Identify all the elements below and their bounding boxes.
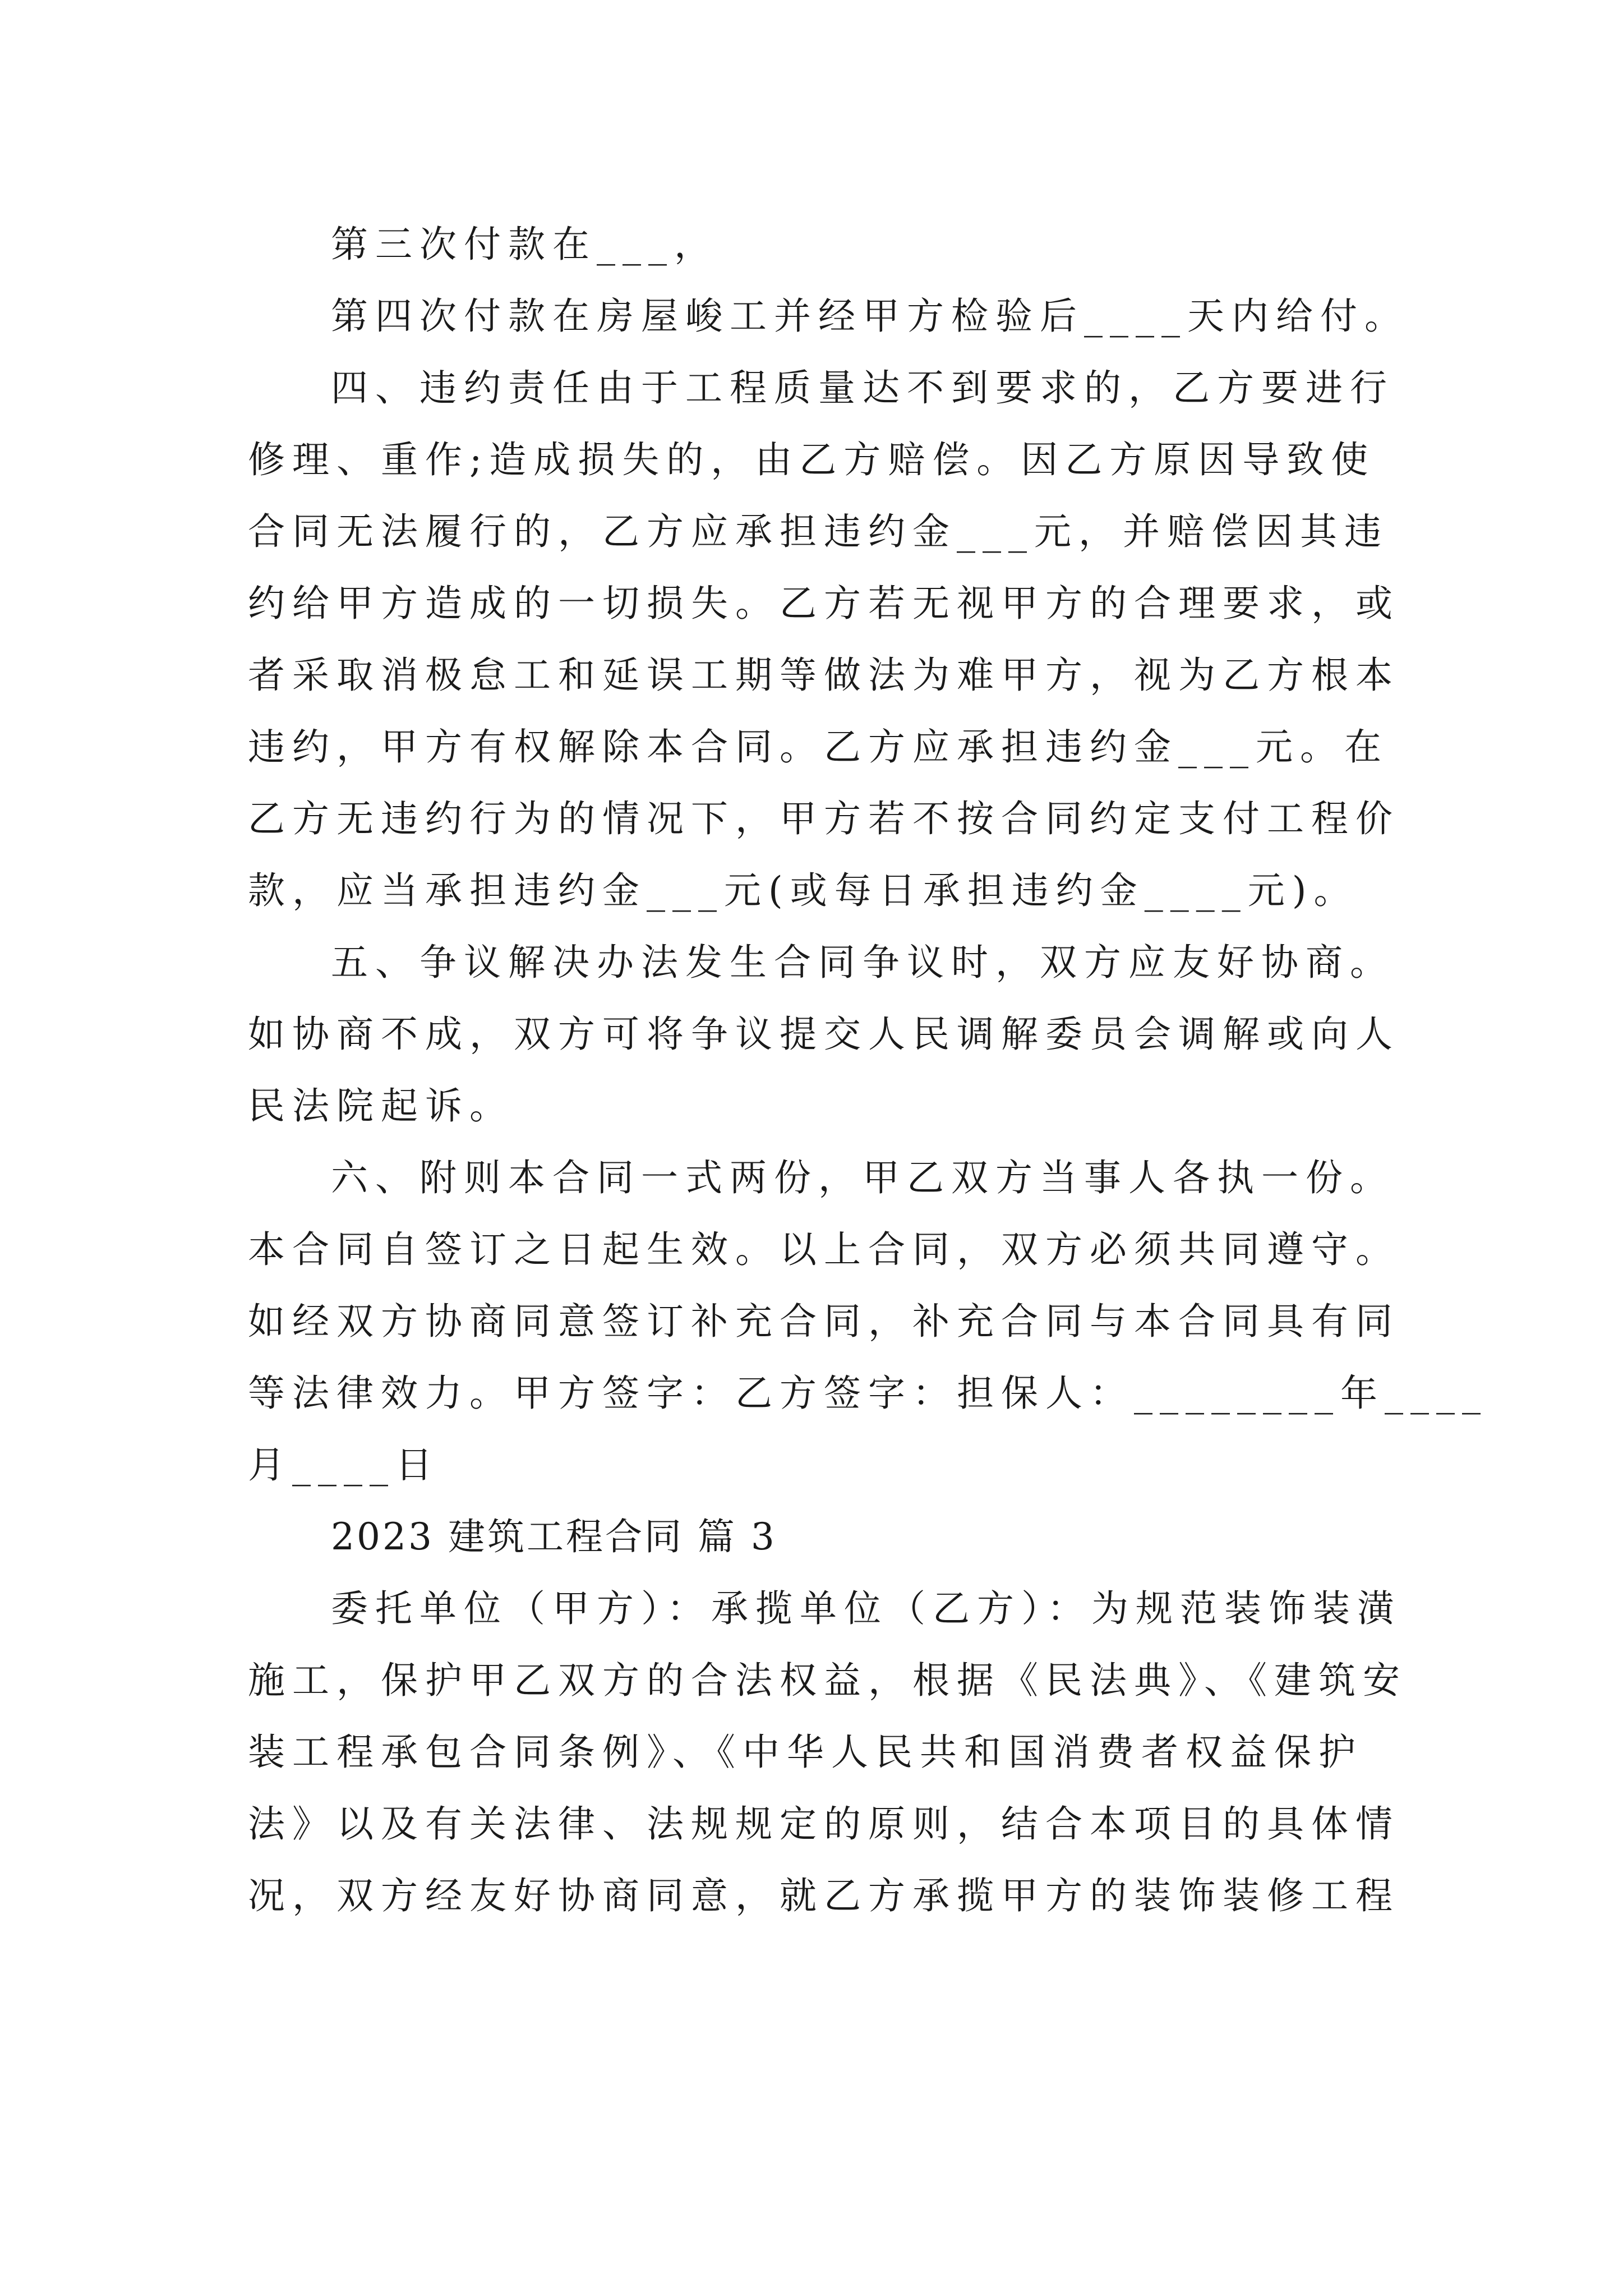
text-line: 况，双方经友好协商同意，就乙方承揽甲方的装饰装修工程 <box>248 1874 1400 1917</box>
text-line: 第四次付款在房屋峻工并经甲方检验后____天内给付。 <box>331 295 1409 338</box>
text-line: 五、争议解决办法发生合同争议时，双方应友好协商。 <box>331 941 1394 984</box>
text-line: 法》以及有关法律、法规规定的原则，结合本项目的具体情 <box>248 1802 1400 1846</box>
text-line: 如协商不成，双方可将争议提交人民调解委员会调解或向人 <box>248 1013 1400 1056</box>
text-line: 乙方无违约行为的情况下，甲方若不按合同约定支付工程价 <box>248 797 1400 840</box>
text-line: 民法院起诉。 <box>248 1084 514 1128</box>
text-line: 四、违约责任由于工程质量达不到要求的，乙方要进行 <box>331 366 1394 409</box>
text-line: 修理、重作;造成损失的，由乙方赔偿。因乙方原因导致使 <box>248 438 1376 481</box>
text-line: 如经双方协商同意签订补充合同，补充合同与本合同具有同 <box>248 1300 1400 1343</box>
text-line: 施工，保护甲乙双方的合法权益，根据《民法典》、《建筑安 <box>248 1659 1407 1702</box>
text-line: 装工程承包合同条例》、《中华人民共和国消费者权益保护 <box>248 1731 1363 1774</box>
text-line: 委托单位（甲方）：承揽单位（乙方）：为规范装饰装潢 <box>331 1587 1401 1630</box>
text-line: 合同无法履行的，乙方应承担违约金___元，并赔偿因其违 <box>248 510 1389 553</box>
text-line: 等法律效力。甲方签字：乙方签字：担保人：________年____ <box>248 1372 1488 1415</box>
section-heading: 2023 建筑工程合同 篇 3 <box>331 1515 777 1558</box>
text-line: 者采取消极怠工和延误工期等做法为难甲方，视为乙方根本 <box>248 654 1400 697</box>
text-line: 第三次付款在___， <box>331 223 718 266</box>
text-line: 违约，甲方有权解除本合同。乙方应承担违约金___元。在 <box>248 725 1389 769</box>
document-body <box>248 209 1488 1932</box>
text-line: 月____日 <box>248 1443 440 1487</box>
text-line: 约给甲方造成的一切损失。乙方若无视甲方的合理要求，或 <box>248 582 1400 625</box>
text-line: 款，应当承担违约金___元(或每日承担违约金____元)。 <box>248 869 1358 912</box>
text-line: 六、附则本合同一式两份，甲乙双方当事人各执一份。 <box>331 1156 1394 1199</box>
text-line: 本合同自签订之日起生效。以上合同，双方必须共同遵守。 <box>248 1228 1400 1271</box>
